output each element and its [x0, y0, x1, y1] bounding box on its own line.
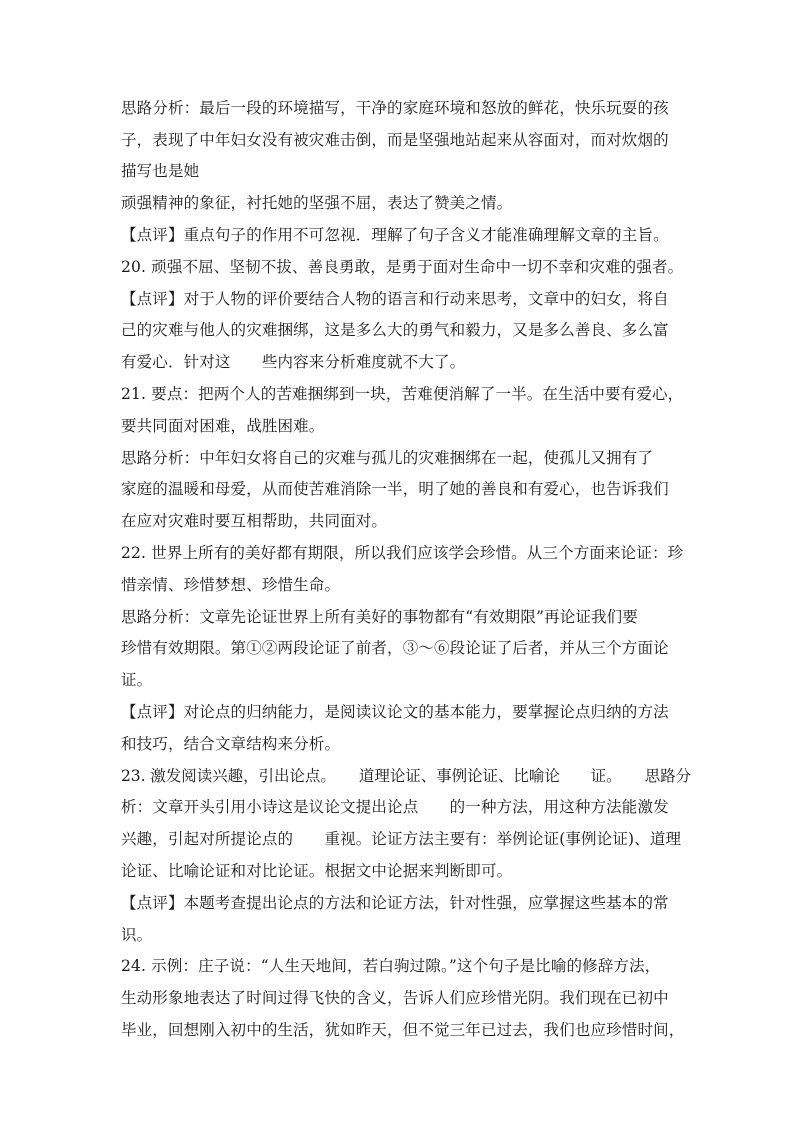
- text-line: 20. 顽强不屈、坚韧不拔、善良勇敢，是勇于面对生命中一切不幸和灾难的强者。: [121, 258, 684, 276]
- text-line: 思路分析：最后一段的环境描写，干净的家庭环境和怒放的鲜花，快乐玩耍的孩: [121, 99, 669, 117]
- text-line: 论证、比喻论证和对比论证。根据文中论据来判断即可。: [121, 862, 513, 880]
- text-line: 生动形象地表达了时间过得飞快的含义，告诉人们应珍惜光阴。我们现在已初中: [121, 989, 669, 1007]
- text-line: 己的灾难与他人的灾难捆绑，这是多么大的勇气和毅力，又是多么善良、多么富: [121, 321, 669, 339]
- text-line: 识。: [121, 926, 153, 944]
- text-line: 在应对灾难时要互相帮助，共同面对。: [121, 512, 388, 530]
- text-line: 子，表现了中年妇女没有被灾难击倒，而是坚强地站起来从容面对，而对炊烟的: [121, 131, 669, 149]
- text-line: 【点评】重点句子的作用不可忽视．理解了句子含义才能准确理解文章的主旨。: [121, 226, 669, 244]
- text-line: 21. 要点：把两个人的苦难捆绑到一块，苦难便消解了一半。在生活中要有爱心，: [121, 385, 684, 403]
- text-line: 析：文章开头引用小诗这是议论文提出论点 的一种方法，用这种方法能激发: [121, 798, 669, 816]
- text-line: 思路分析：文章先论证世界上所有美好的事物都有“有效期限”再论证我们要: [121, 608, 638, 626]
- text-line: 珍惜有效期限。第①②两段论证了前者，③～⑥段论证了后者，并从三个方面论: [121, 639, 669, 657]
- text-line: 【点评】本题考查提出论点的方法和论证方法，针对性强，应掌握这些基本的常: [121, 894, 669, 912]
- text-line: 思路分析：中年妇女将自己的灾难与孤儿的灾难捆绑在一起，使孤儿又拥有了: [121, 449, 654, 467]
- text-line: 要共同面对困难，战胜困难。: [121, 417, 325, 435]
- text-line: 【点评】对论点的归纳能力，是阅读议论文的基本能力，要掌握论点归纳的方法: [121, 703, 669, 721]
- text-line: 22. 世界上所有的美好都有期限，所以我们应该学会珍惜。从三个方面来论证：珍: [121, 544, 684, 562]
- text-line: 兴趣，引起对所提论点的 重视。论证方法主要有：举例论证(事例论证)、道理: [121, 830, 682, 848]
- text-line: 家庭的温暖和母爱，从而使苦难消除一半，明了她的善良和有爱心，也告诉我们: [121, 480, 669, 498]
- text-line: 24. 示例：庄子说：“人生天地间，若白驹过隙。”这个句子是比喻的修辞方法，: [121, 957, 661, 975]
- text-line: 【点评】对于人物的评价要结合人物的语言和行动来思考，文章中的妇女，将自: [121, 290, 669, 308]
- text-line: 惜亲情、珍惜梦想、珍惜生命。: [121, 576, 341, 594]
- text-line: 23. 激发阅读兴趣，引出论点。 道理论证、事例论证、比喻论 证。 思路分: [121, 767, 692, 785]
- text-line: 描写也是她: [121, 162, 200, 180]
- text-line: 和技巧，结合文章结构来分析。: [121, 735, 341, 753]
- text-line: 有爱心．针对这 些内容来分析难度就不大了。: [121, 353, 466, 371]
- text-line: 顽强精神的象征，衬托她的坚强不屈，表达了赞美之情。: [121, 194, 513, 212]
- text-line: 证。: [121, 671, 153, 689]
- text-line: 毕业，回想刚入初中的生活，犹如昨天，但不觉三年已过去，我们也应珍惜时间，: [121, 1021, 685, 1039]
